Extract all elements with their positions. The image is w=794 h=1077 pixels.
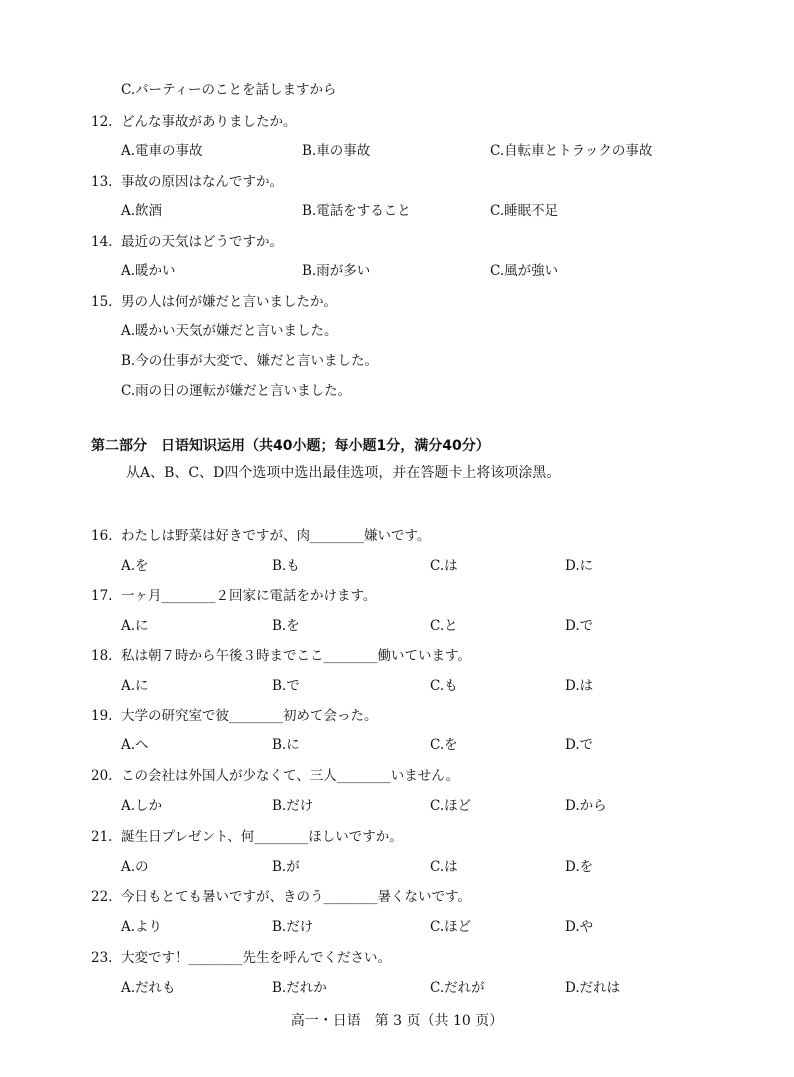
q23-option-d: D.だれは	[565, 980, 621, 996]
q18-option-b: B.で	[272, 678, 300, 694]
question-18-stem: 私は朝７時から午後３時までここ________働いています。	[121, 648, 471, 664]
question-14-stem: 最近の天気はどうですか。	[121, 234, 283, 250]
question-18-number: 18.	[91, 648, 113, 664]
question-22-number: 22.	[91, 889, 113, 905]
question-15-stem: 男の人は何が嫌だと言いましたか。	[121, 294, 337, 310]
q20-option-b: B.だけ	[272, 798, 314, 814]
option-c-q11: C.パーティーのことを話しますから	[121, 82, 337, 98]
q20-option-d: D.から	[565, 798, 607, 814]
question-23-stem: 大変です！________先生を呼んでください。	[121, 950, 391, 966]
q23-option-b: B.だれか	[272, 980, 327, 996]
q14-option-b: B.雨が多い	[302, 263, 371, 279]
question-20-stem: この会社は外国人が少なくて、三人________いません。	[121, 768, 460, 784]
q18-option-a: A.に	[121, 678, 149, 694]
q20-option-a: A.しか	[121, 798, 163, 814]
q13-option-b: B.電話をすること	[302, 203, 411, 219]
q15-option-b: B.今の仕事が大変で、嫌だと言いました。	[121, 353, 378, 369]
q18-option-c: C.も	[430, 678, 458, 694]
q16-option-c: C.は	[430, 558, 458, 574]
q16-option-d: D.に	[565, 558, 594, 574]
q23-option-c: C.だれが	[430, 980, 485, 996]
q19-option-d: D.で	[565, 737, 594, 753]
q17-option-a: A.に	[121, 618, 149, 634]
q15-option-a: A.暖かい天気が嫌だと言いました。	[121, 323, 338, 339]
question-16-number: 16.	[91, 528, 113, 544]
q16-option-a: A.を	[121, 558, 149, 574]
question-23-number: 23.	[91, 950, 113, 966]
q21-option-c: C.は	[430, 859, 458, 875]
q21-option-b: B.が	[272, 859, 300, 875]
q19-option-c: C.を	[430, 737, 458, 753]
question-13-number: 13.	[91, 174, 113, 190]
q12-option-b: B.車の事故	[302, 143, 371, 159]
q20-option-c: C.ほど	[430, 798, 472, 814]
q21-option-d: D.を	[565, 859, 594, 875]
q13-option-c: C.睡眠不足	[490, 203, 559, 219]
q21-option-a: A.の	[121, 859, 149, 875]
question-12-number: 12.	[91, 114, 113, 130]
q17-option-b: B.を	[272, 618, 300, 634]
q16-option-b: B.も	[272, 558, 300, 574]
q23-option-a: A.だれも	[121, 980, 176, 996]
q17-option-d: D.で	[565, 618, 594, 634]
q17-option-c: C.と	[430, 618, 458, 634]
question-19-number: 19.	[91, 708, 113, 724]
question-13-stem: 事故の原因はなんですか。	[121, 174, 283, 190]
page-footer: 高一・日语 第 3 页（共 10 页）	[290, 1013, 504, 1029]
q22-option-a: A.より	[121, 919, 163, 935]
question-14-number: 14.	[91, 234, 113, 250]
q14-option-c: C.風が強い	[490, 263, 559, 279]
question-22-stem: 今日もとても暑いですが、きのう________暑くないです。	[121, 889, 471, 905]
q18-option-d: D.は	[565, 678, 594, 694]
question-16-stem: わたしは野菜は好きですが、肉________嫌いです。	[121, 528, 431, 544]
q22-option-b: B.だけ	[272, 919, 314, 935]
question-19-stem: 大学の研究室で彼________初めて会った。	[121, 708, 378, 724]
question-17-number: 17.	[91, 588, 113, 604]
q12-option-c: C.自転車とトラックの事故	[490, 143, 653, 159]
question-17-stem: 一ヶ月________２回家に電話をかけます。	[121, 588, 377, 604]
section-2-instruction: 从A、B、C、D四个选项中选出最佳选项，并在答题卡上将该项涂黑。	[126, 465, 561, 481]
q13-option-a: A.飲酒	[121, 203, 163, 219]
section-2-title: 第二部分 日语知识运用（共40小题；每小题1分，满分40分）	[91, 438, 490, 454]
q19-option-a: A.へ	[121, 737, 149, 753]
question-21-stem: 誕生日プレゼント、何________ほしいですか。	[121, 829, 403, 845]
q12-option-a: A.電車の事故	[121, 143, 203, 159]
question-15-number: 15.	[91, 294, 113, 310]
question-20-number: 20.	[91, 768, 113, 784]
q15-option-c: C.雨の日の運転が嫌だと言いました。	[121, 383, 352, 399]
q19-option-b: B.に	[272, 737, 300, 753]
question-21-number: 21.	[91, 829, 113, 845]
q22-option-d: D.や	[565, 919, 594, 935]
question-12-stem: どんな事故がありましたか。	[121, 114, 297, 130]
q14-option-a: A.暖かい	[121, 263, 176, 279]
q22-option-c: C.ほど	[430, 919, 472, 935]
